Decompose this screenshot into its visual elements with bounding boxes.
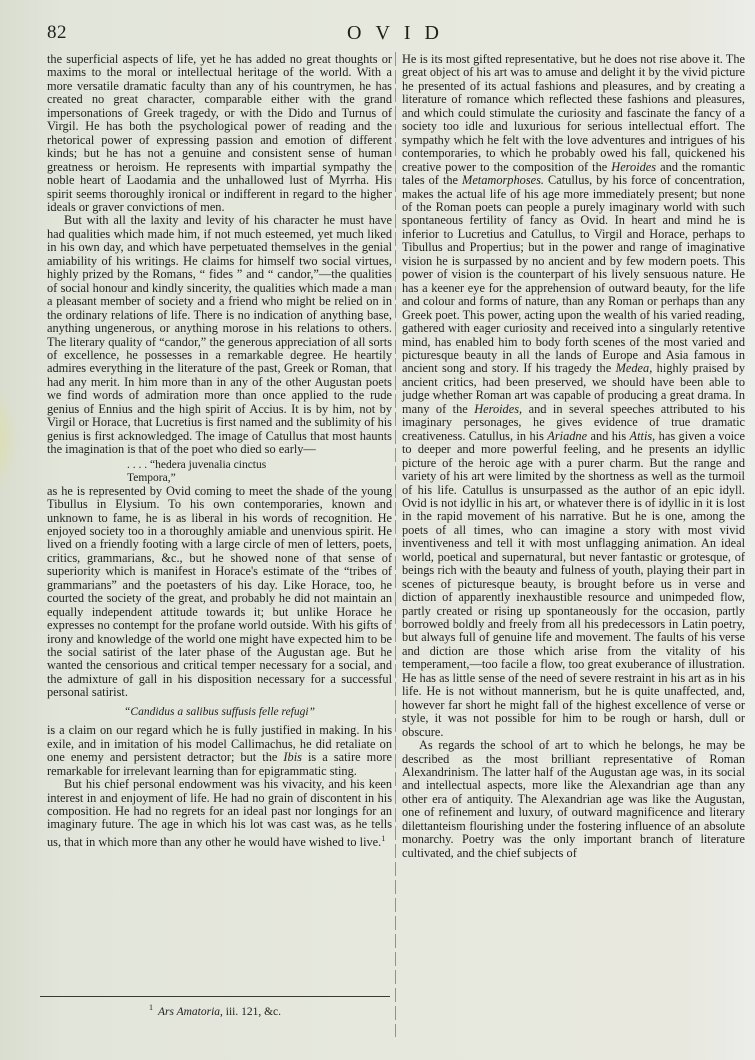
- quote-line: Tempora,”: [127, 471, 176, 484]
- work-title: Attis,: [629, 428, 656, 443]
- block-quote: [47, 459, 392, 485]
- paragraph: is a claim on our regard which he is fully justified in making. In his exile, and in imitation of his model Callimachus, he did retaliate on one enemy and persistent detractor; but the Ibis is a satire more remarkable for irrelevant learning than for epigrammatic sting.: [47, 723, 392, 778]
- paragraph: But with all the laxity and levity of his character he must have had qualities which made him, if not much esteemed, yet much liked in his own day, and which have perpetuated themselves in the genial amiability of his writings. He claims for himself two social virtues, highly prized by the Romans, “ fides ” and “ candor,”—the qualities of social honour and kindly sincerity, the qualities which made a man a pleasant member of society and a friend who might be relied on in the ordinary relations of life. There is no indication of anything base, anything ungenerous, or anything morose in his relations to others. The literary quality of “candor,” the generous appreciation of all sorts of excellence, he possesses in a remarkable degree. He heartily admires everything in the literature of the past, Greek or Roman, that had any merit. In him more than in any of the other Augustan poets we find words of admiration more than once applied to the rude genius of Ennius and the high spirit of Accius. It is by him, not by Virgil or Horace, that Lucretius is first named and the sublimity of his genius is first acknowledged. The image of Catullus that most haunts the imagination is that of the poet who died so early—: [47, 213, 392, 457]
- page-header: [47, 22, 735, 46]
- page-stain: [0, 380, 20, 500]
- work-title: Ibis: [283, 750, 302, 765]
- paragraph: He is its most gifted representative, but he does not rise above it. The great object of his art was to amuse and delight it by the vivid picture he presented of its actual fashions and pleasures, and by creating a literature of romance which reflected these fashions and pleasures, and which could stimulate the curiosity and fascinate the fancy of a society too idle and luxurious for serious intellectual effort. The sympathy which he felt with the love adventures and intrigues of his contemporaries, to which he probably owed his fall, quickened his creative power to the composition of the Heroides and the romantic tales of the Metamorphoses. Catullus, by his force of concentration, makes the actual life of his age more immediately present; but none of the Roman poets can people a purely imaginary world with such spontaneous fertility of fancy as Ovid. In heart and mind he is inferior to Lucretius and Catullus, to Virgil and Horace, perhaps to Tibullus and Propertius; but in the power and range of imaginative vision he is surpassed by no ancient and by few modern poets. This power of vision is the counterpart of his lively sensuous nature. He has a keener eye for the apprehension of outward beauty, for the life and colour and forms of nature, than any Roman or perhaps than any Greek poet. This power, acting upon the wealth of his varied reading, gathered with eager curiosity and received into a singularly retentive mind, has enabled him to body forth scenes of the most varied and picturesque beauty in all the lands of Europe and Asia famous in ancient song and story. If his tragedy the Medea, highly praised by ancient critics, had been preserved, we should have been able to judge whether Roman art was capable of producing a great drama. In many of the Heroides, and in several speeches attributed to his imaginary personages, he gives evidence of true dramatic creativeness. Catullus, in his Ariadne and his Attis, has given a voice to deeper and more powerful feeling, and he presents an idyllic picture of the heroic age with a purer charm. But the range and variety of his art were limited by the shortness as well as the turmoil of his life. Catullus is unsurpassed as the author of an epic idyll. Ovid is not idyllic in his art, or whatever there is of idyllic in it is lost in the rapid movement of his narrative. But he is one, among the poets of all times, who can imagine a story with most vivid inventiveness and tell it with most unflagging animation. An ideal world, poetical and supernatural, but never fantastic or grotesque, of beings rich with the beauty and fulness of youth, playing their part in scenes of picturesque beauty, is brought before us in verse and diction of apparently inexhaustible resource and unimpeded flow, partly created or rising up spontaneously for the occasion, partly borrowed boldly and freely from all his predecessors in Latin poetry, but always full of genuine life and movement. The faults of his verse and diction are those which arise from the vitality of his temperament,—too facile a flow, too great exuberance of illustration. He has as little sense of the need of severe restraint in his art as in his life. He is not without mannerism, but he is quite unaffected, and, however far short he might fall of the highest excellence of verse or style, it was not possible for him to be rough or harsh, dull or obscure.: [402, 52, 745, 739]
- work-title: Heroides,: [474, 401, 523, 416]
- work-title: Metamorphoses.: [462, 173, 544, 188]
- work-title: Ariadne: [547, 428, 588, 443]
- footnote: [40, 1003, 390, 1018]
- quote-line: “Candidus a salibus suffusis felle refugi”: [124, 705, 315, 718]
- footnote-rule: [40, 996, 390, 997]
- paragraph: But his chief personal endowment was his vivacity, and his keen interest in and enjoyment of life. He had no grain of discontent in his composition. He had no regrets for an ideal past nor longings for an imaginary future. The age in which his lot was cast was, as he tells us, that in which more than any other he would have wished to live.$^1$: [47, 777, 392, 850]
- footnote-marker: 1: [148, 1003, 153, 1012]
- quote-line: . . . . “hedera juvenalia cinctus: [127, 458, 267, 471]
- left-column: [47, 53, 392, 849]
- footnote-ref-text: iii. 121, &c.: [222, 1005, 282, 1018]
- column-divider: [395, 52, 396, 1037]
- right-column: [402, 53, 745, 860]
- running-head: OVID: [347, 22, 453, 44]
- work-title: Heroides: [611, 159, 657, 174]
- block-quote: [47, 706, 392, 719]
- footnote-title: Ars Amatoria,: [157, 1005, 223, 1018]
- footnote-ref[interactable]: 1: [381, 833, 386, 843]
- work-title: Medea,: [615, 361, 653, 376]
- page-number: 82: [47, 22, 67, 43]
- paragraph: the superficial aspects of life, yet he has added no great thoughts or maxims to the moral or intellectual heritage of the world. With a more versatile dramatic faculty than any of his countrymen, he has created no great character, comparable either with the grand impersonations of Greek tragedy, or with the Dido and Turnus of Virgil. He has both the psychological power of reading and the rhetorical power of expressing passion and emotion of different kinds; but he has not a genuine and consistent sense of human greatness or heroism. He represents with impartial sympathy the noble heart of Laodamia and the unhallowed lust of Myrrha. His spirit seems thoroughly ironical or indifferent in regard to the higher ideals or graver convictions of men.: [47, 52, 392, 214]
- paragraph: as he is represented by Ovid coming to meet the shade of the young Tibullus in Elysium. To his own contemporaries, known and unknown to fame, he is as liberal in his words of recognition. He enjoyed society too in a thoroughly amiable and unenvious spirit. He lived on a friendly footing with a large circle of men of letters, poets, critics, grammarians, &c., but he showed none of that sense of superiority which is manifest in Horace's estimate of the “tribes of grammarians” and the poetasters of his day. Like Horace, too, he courted the society of the great, and probably he did not maintain an equally independent attitude towards it; but unlike Horace he expresses no contempt for the profane world outside. With his gifts of irony and knowledge of the world one might have expected him to be the social satirist of the later phase of the Augustan age. But he wanted the censorious and critical temper necessary for a social, and the admixture of gall in his disposition necessary for a successful personal satirist.: [47, 483, 392, 700]
- paragraph: As regards the school of art to which he belongs, he may be described as the most brilliant representative of Roman Alexandrinism. The latter half of the Augustan age was, in its social and intellectual aspects, more like the Alexandrian age than any other era of antiquity. The Alexandrian age was like the Augustan, one of refinement and luxury, of outward magnificence and literary dilettanteism flourishing under the fostering influence of an absolute monarchy. Poetry was the only important branch of literature cultivated, and the chief subjects of: [402, 738, 745, 860]
